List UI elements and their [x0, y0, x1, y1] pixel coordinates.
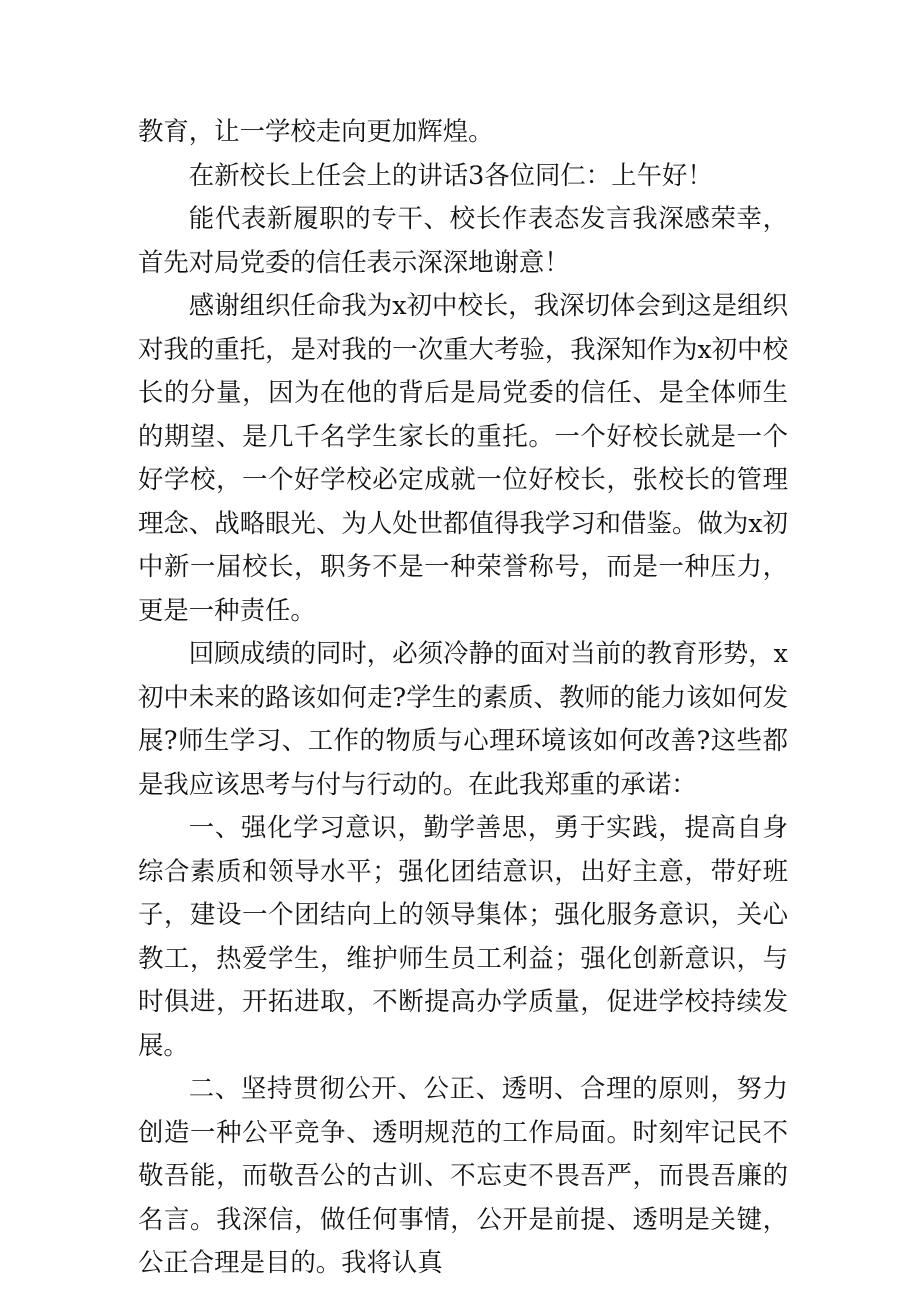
document-body [138, 110, 788, 1285]
paragraph-5: 回顾成绩的同时，必须冷静的面对当前的教育形势，x初中未来的路该如何走?学生的素质、教师的能力该如何发展?师生学习、工作的物质与心理环境该如何改善?这些都是我应该思考与付与行动的。在此我郑重的承诺： [138, 638, 788, 799]
paragraph-3: 能代表新履职的专干、校长作表态发言我深感荣幸，首先对局党委的信任表示深深地谢意！ [138, 203, 788, 277]
paragraph-6: 一、强化学习意识，勤学善思，勇于实践，提高自身综合素质和领导水平；强化团结意识，出好主意，带好班子，建设一个团结向上的领导集体；强化服务意识，关心教工，热爱学生，维护师生员工利益；强化创新意识，与时俱进，开拓进取，不断提高办学质量，促进学校持续发展。 [138, 812, 788, 1060]
paragraph-2: 在新校长上任会上的讲话3各位同仁：上午好！ [188, 159, 713, 190]
paragraph-1: 教育，让一学校走向更加辉煌。 [138, 116, 494, 146]
paragraph-7: 二、坚持贯彻公开、公正、透明、合理的原则，努力创造一种公平竞争、透明规范的工作局面。时刻牢记民不敬吾能，而敬吾公的古训、不忘吏不畏吾严，而畏吾廉的名言。我深信，做任何事情，公开是前提、透明是关键，公正合理是目的。我将认真 [138, 1073, 788, 1277]
paragraph-4: 感谢组织任命我为x初中校长，我深切体会到这是组织对我的重托，是对我的一次重大考验，我深知作为x初中校长的分量，因为在他的背后是局党委的信任、是全体师生的期望、是几千名学生家长的重托。一个好校长就是一个好学校，一个好学校必定成就一位好校长，张校长的管理理念、战略眼光、为人处世都值得我学习和借鉴。做为x初中新一届校长，职务不是一种荣誉称号，而是一种压力，更是一种责任。 [138, 290, 788, 625]
